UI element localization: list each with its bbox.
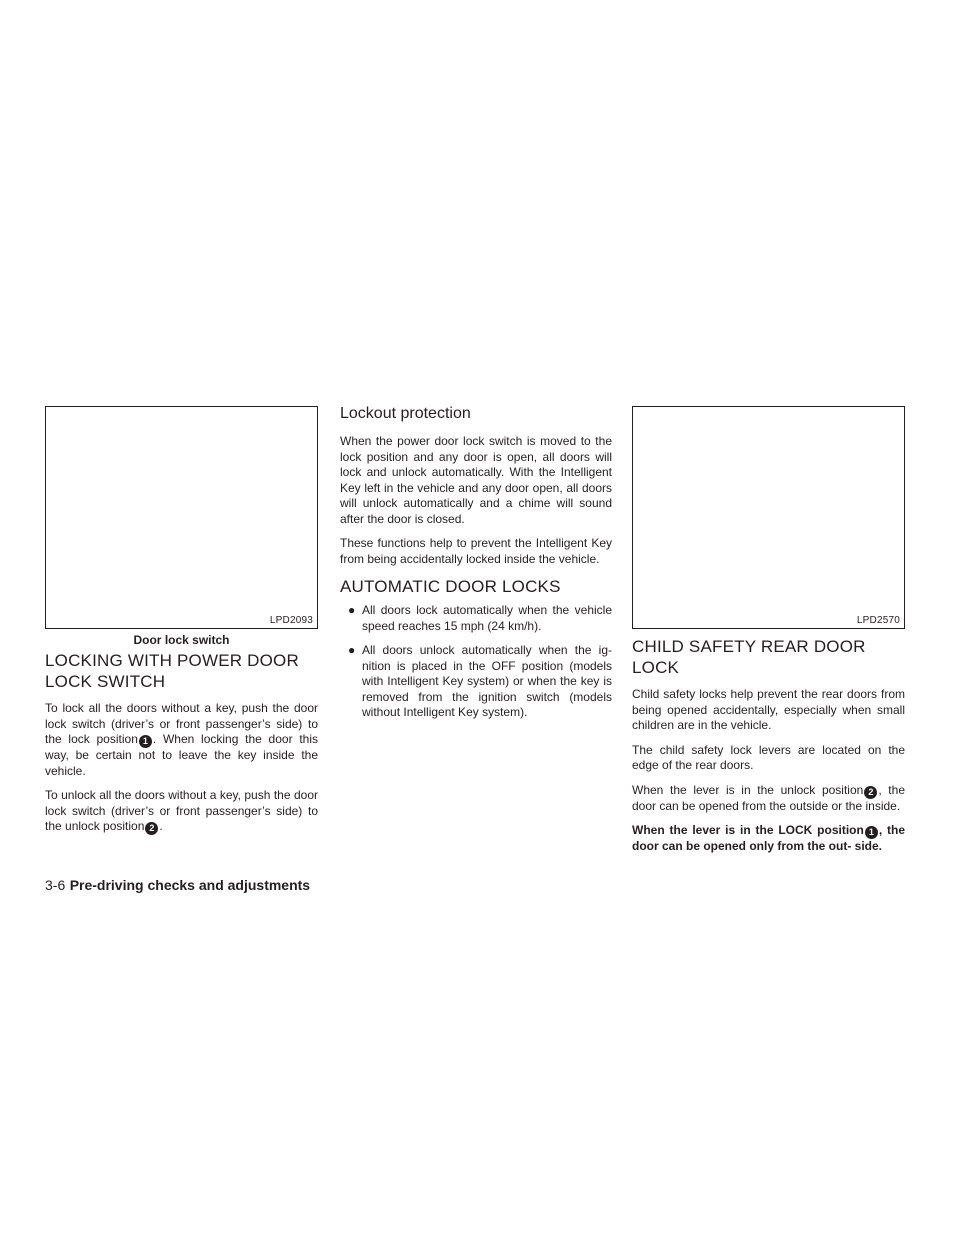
- callout-1-icon: 1: [139, 735, 152, 748]
- page-footer: [45, 877, 310, 895]
- paragraph: The child safety lock levers are located on the edge of the rear doors.: [632, 742, 905, 772]
- list-item-text: All doors unlock automatically when the ig- nition is placed in the OFF position (models with Intelligent Key system) or when the key is removed from the ignition switch (models without Intelligent Key system).: [362, 643, 612, 719]
- paragraph: Child safety locks help prevent the rear doors from being opened accidentally, especially when small children are in the vehicle.: [632, 687, 905, 732]
- paragraph-bold: [632, 823, 905, 855]
- bullet-icon: ●: [348, 643, 356, 657]
- list-item-text: All doors lock automatically when the vehicle speed reaches 15 mph (24 km/h).: [362, 603, 612, 633]
- figure-caption: Door lock switch: [133, 633, 230, 647]
- subheading-lockout-protection: Lockout protection: [340, 405, 471, 422]
- paragraph: These functions help to prevent the Intelligent Key from being accidentally locked inside the vehicle.: [340, 536, 612, 566]
- paragraph: [45, 788, 318, 835]
- body-text: [340, 434, 612, 567]
- text: . When locking the door this way, be certain not to leave the key inside the vehicle.: [45, 732, 318, 778]
- figure-door-lock-switch: [45, 406, 318, 629]
- section-heading-automatic-door-locks: AUTOMATIC DOOR LOCKS: [340, 577, 561, 596]
- body-text: [45, 701, 318, 835]
- text: , the door can be opened only from the out- side.: [632, 823, 905, 853]
- bullet-list: [340, 603, 612, 721]
- column-2: [340, 404, 612, 730]
- text: To unlock all the doors without a key, push the door lock switch (driver’s or front passenger’s side) to the unlock position: [45, 788, 318, 833]
- paragraph: [45, 701, 318, 779]
- text: When the lever is in the unlock position: [632, 782, 864, 797]
- section-heading-child-safety-lock: CHILD SAFETY REAR DOOR LOCK: [632, 637, 866, 677]
- text: .: [159, 819, 163, 833]
- heading-line: LOCK SWITCH: [45, 672, 166, 691]
- page-number: 3-6: [45, 877, 66, 893]
- text: To lock all the doors without a key, push the door lock switch (driver’s or front passenger’s side) to the lock position: [45, 701, 318, 746]
- section-heading-power-door-lock: [45, 650, 318, 692]
- bullet-icon: ●: [348, 603, 356, 617]
- column-3: [632, 636, 905, 864]
- figure-child-safety-lock: [632, 406, 905, 629]
- callout-2-icon: 2: [864, 786, 877, 799]
- chapter-title: Pre-driving checks and adjustments: [69, 877, 311, 893]
- callout-1-icon: 1: [865, 826, 878, 839]
- paragraph: [632, 783, 905, 815]
- heading-line: LOCKING WITH POWER DOOR: [45, 651, 299, 670]
- body-text: [632, 687, 905, 855]
- text: , the door can be opened from the outside or the inside.: [632, 782, 905, 813]
- list-item: [340, 603, 612, 634]
- figure-code: LPD2093: [269, 615, 313, 626]
- figure-code: LPD2570: [856, 615, 900, 626]
- paragraph: When the power door lock switch is moved to the lock position and any door is open, all doors will lock and unlock automatically. With the Intelligent Key left in the vehicle and any door open, all doors will unlock automatically and a chime will sound after the door is closed.: [340, 434, 612, 526]
- list-item: [340, 643, 612, 721]
- column-1: [45, 650, 318, 844]
- callout-2-icon: 2: [145, 822, 158, 835]
- text: When the lever is in the LOCK position: [632, 823, 864, 837]
